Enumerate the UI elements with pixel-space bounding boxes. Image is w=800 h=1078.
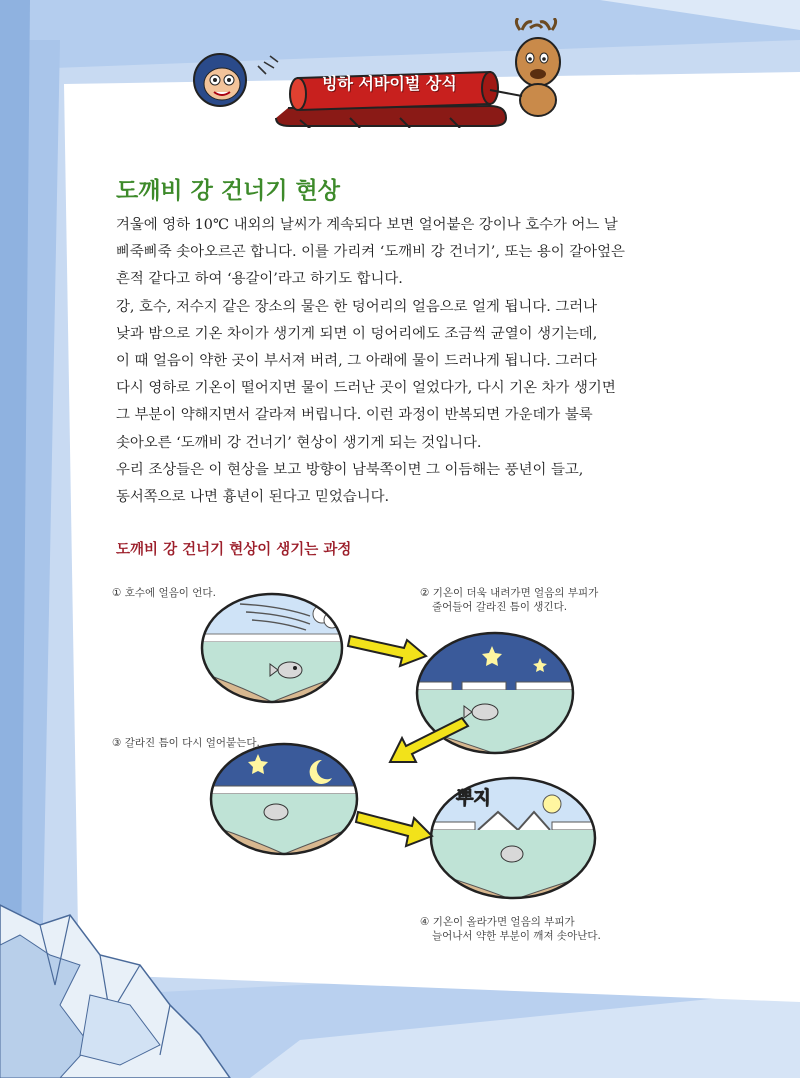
body-line: 낮과 밤으로 기온 차이가 생기게 되면 이 덩어리에도 조금씩 균열이 생기는데, (116, 325, 598, 342)
deer-character (516, 18, 560, 116)
step-4-caption (420, 915, 601, 943)
step-2-line-2: 줄어들어 갈라진 틈이 생긴다. (432, 601, 568, 613)
article-body (116, 212, 706, 511)
process-diagram (200, 590, 620, 910)
body-line: 솟아오른 ‘도깨비 강 건너기’ 현상이 생기게 되는 것입니다. (116, 434, 482, 451)
banner-label: 빙하 서바이벌 상식 (322, 74, 457, 93)
body-line: 삐죽삐죽 솟아오르곤 합니다. 이를 가리켜 ‘도깨비 강 건너기’, 또는 용이 갈아엎은 (116, 244, 625, 261)
body-line: 우리 조상들은 이 현상을 보고 방향이 남북쪽이면 그 이듬해는 풍년이 들고, (116, 461, 584, 478)
body-line: 이 때 얼음이 약한 곳이 부서져 버려, 그 아래에 물이 드러나게 됩니다. 그러다 (116, 353, 598, 370)
step-4-line-1: ④ 기온이 올라가면 얼음의 부피가 (420, 916, 575, 928)
process-subtitle: 도깨비 강 건너기 현상이 생기는 과정 (116, 542, 352, 558)
arrow-1-to-2 (348, 636, 426, 666)
step-2-line-1: ② 기온이 더욱 내려가면 얼음의 부피가 (420, 587, 599, 599)
step-3-text: ③ 갈라진 틈이 다시 얼어붙는다. (112, 737, 260, 749)
body-line: 강, 호수, 저수지 같은 장소의 물은 한 덩어리의 얼음으로 얼게 됩니다. 그러나 (116, 298, 598, 315)
panel-3-refreezing (200, 740, 370, 860)
body-line: 동서쪽으로 나면 흉년이 된다고 믿었습니다. (116, 489, 390, 506)
arrow-3-to-4 (356, 812, 432, 846)
boy-character (194, 54, 278, 106)
article-title: 도깨비 강 건너기 현상 (116, 178, 340, 204)
sound-effect: 뿌지 (456, 788, 491, 809)
body-line: 겨울에 영하 10℃ 내외의 날씨가 계속되다 보면 얼어붙은 강이나 호수가 어느 날 (116, 217, 618, 233)
step-1-text: ① 호수에 얼음이 언다. (112, 587, 216, 599)
body-line: 흔적 같다고 하여 ‘용갈이’라고 하기도 합니다. (116, 271, 403, 288)
body-line: 다시 영하로 기온이 떨어지면 물이 드러난 곳이 얼었다가, 다시 기온 차가 생기면 (116, 380, 616, 397)
iceberg-illustration (0, 895, 260, 1078)
step-4-line-2: 늘어나서 약한 부분이 깨져 솟아난다. (432, 930, 601, 942)
body-line: 그 부분이 약해지면서 갈라져 버립니다. 이런 과정이 반복되면 가운데가 불룩 (116, 407, 593, 424)
